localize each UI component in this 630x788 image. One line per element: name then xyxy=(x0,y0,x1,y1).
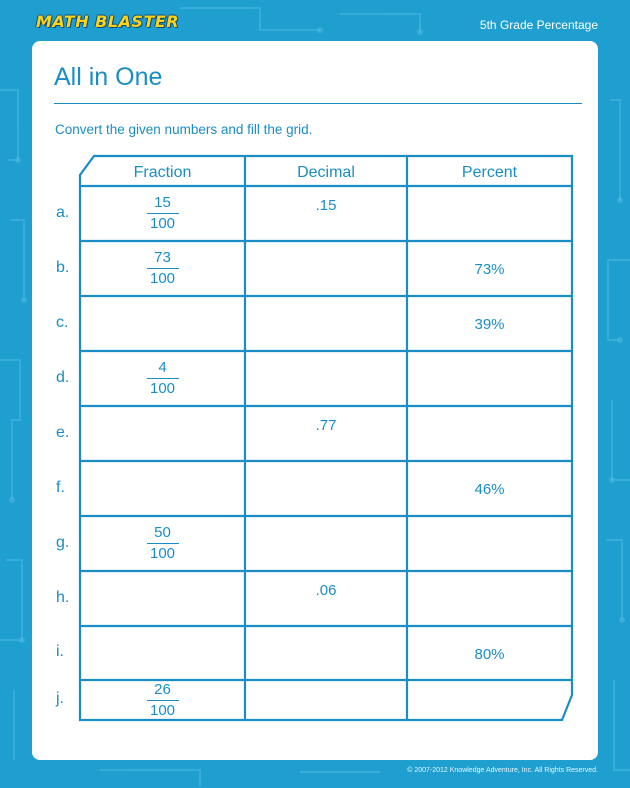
row-label: i. xyxy=(56,643,64,660)
percent-cell[interactable]: 46% xyxy=(474,481,505,498)
fraction-cell[interactable] xyxy=(80,351,245,406)
decimal-cell[interactable]: .06 xyxy=(315,582,337,599)
fraction-cell[interactable] xyxy=(80,296,245,351)
row-label: f. xyxy=(56,478,65,496)
fraction-bar xyxy=(147,700,179,701)
copyright-notice: © 2007-2012 Knowledge Adventure, Inc. All Rights Reserved. xyxy=(407,767,598,774)
instruction-text: Convert the given numbers and fill the grid. xyxy=(55,122,313,137)
fraction-cell[interactable] xyxy=(80,571,245,626)
fraction-bar xyxy=(147,268,179,269)
fraction-cell[interactable] xyxy=(80,626,245,680)
decimal-cell[interactable] xyxy=(245,508,407,563)
percent-cell[interactable] xyxy=(407,572,572,627)
page-title: All in One xyxy=(54,63,163,91)
math-blaster-logo: MATH BLASTER xyxy=(36,12,180,31)
row-label: a. xyxy=(56,203,70,221)
fraction-cell[interactable] xyxy=(80,406,245,461)
fraction-value xyxy=(147,681,179,720)
decimal-cell[interactable] xyxy=(245,233,407,288)
row-label: d. xyxy=(56,368,70,386)
percent-cell[interactable] xyxy=(407,407,572,462)
fraction-value xyxy=(147,194,179,233)
fraction-value xyxy=(147,524,179,563)
fraction-denominator: 100 xyxy=(149,545,176,562)
fraction-cell[interactable] xyxy=(80,241,245,296)
percent-cell[interactable]: 73% xyxy=(474,261,505,278)
row-label: h. xyxy=(56,588,70,606)
row-label: j. xyxy=(56,690,64,707)
decimal-cell[interactable]: .77 xyxy=(315,417,337,434)
fraction-value xyxy=(147,359,179,398)
row-label: b. xyxy=(56,258,70,276)
column-header-fraction: Fraction xyxy=(133,164,192,181)
percent-cell[interactable] xyxy=(407,517,572,572)
fraction-numerator: 50 xyxy=(154,524,171,541)
fraction-bar xyxy=(147,378,179,379)
fraction-cell[interactable] xyxy=(80,516,245,571)
fraction-denominator: 100 xyxy=(149,270,176,287)
fraction-cell[interactable] xyxy=(80,186,245,241)
decimal-cell[interactable] xyxy=(245,343,407,398)
worksheet-card xyxy=(32,41,598,760)
row-label: e. xyxy=(56,423,70,441)
percent-cell[interactable] xyxy=(407,681,572,721)
fraction-cell[interactable] xyxy=(80,461,245,516)
row-label: g. xyxy=(56,533,70,551)
percent-cell[interactable]: 80% xyxy=(474,645,505,663)
fraction-numerator: 73 xyxy=(154,249,171,266)
fraction-denominator: 100 xyxy=(149,701,176,719)
fraction-denominator: 100 xyxy=(149,380,176,397)
fraction-bar xyxy=(147,543,179,544)
row-label: c. xyxy=(56,313,69,331)
column-header-percent: Percent xyxy=(461,164,518,181)
fraction-numerator: 4 xyxy=(158,359,167,376)
fraction-numerator: 26 xyxy=(154,680,171,698)
decimal-cell[interactable] xyxy=(245,672,407,712)
fraction-cell[interactable] xyxy=(80,680,245,720)
fraction-bar xyxy=(147,213,179,214)
column-header-decimal: Decimal xyxy=(297,164,355,181)
fraction-denominator: 100 xyxy=(149,215,176,232)
fraction-numerator: 15 xyxy=(154,194,171,211)
fraction-value xyxy=(147,249,179,288)
percent-cell[interactable]: 39% xyxy=(474,316,505,333)
decimal-cell[interactable] xyxy=(245,453,407,508)
decimal-cell[interactable] xyxy=(245,288,407,343)
decimal-cell[interactable] xyxy=(245,618,407,672)
grade-label: 5th Grade Percentage xyxy=(479,18,598,32)
percent-cell[interactable] xyxy=(407,352,572,407)
decimal-cell[interactable]: .15 xyxy=(315,197,337,214)
percent-cell[interactable] xyxy=(407,187,572,242)
